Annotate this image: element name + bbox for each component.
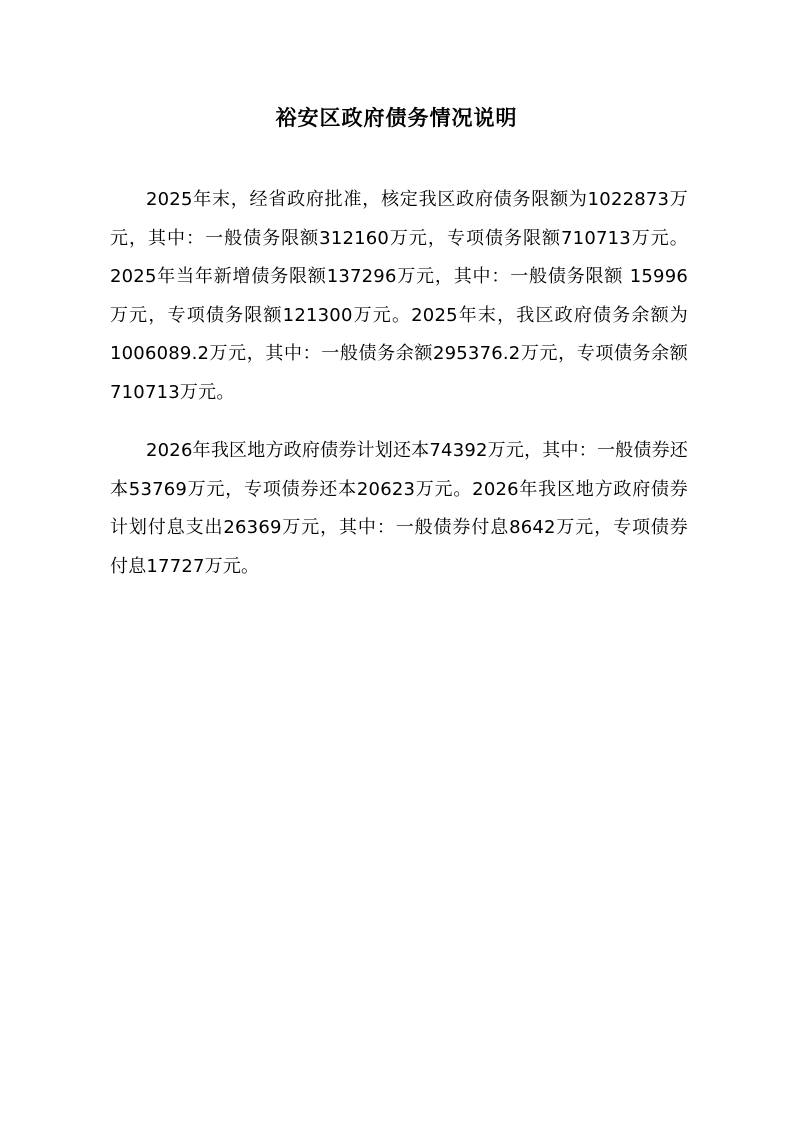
paragraph-repayment-plan: 2026年我区地方政府债券计划还本74392万元，其中：一般债券还本53769万元，专项债券还本20623万元。2026年我区地方政府债券计划付息支出26369万元，其中：一般债券付息8642万元，专项债券付息17727万元。: [110, 440, 688, 577]
document-title: 裕安区政府债务情况说明: [275, 106, 518, 130]
paragraph-debt-limit: 2025年末，经省政府批准，核定我区政府债务限额为1022873万元，其中：一般债务限额312160万元，专项债务限额710713万元。2025年当年新增债务限额137296万元，其中：一般债务限额 15996万元，专项债务限额121300万元。2025年末，我区政府债务余额为1006089.2万元，其中：一般债务余额295376.2万元，专项债务余额710713万元。: [110, 189, 688, 403]
